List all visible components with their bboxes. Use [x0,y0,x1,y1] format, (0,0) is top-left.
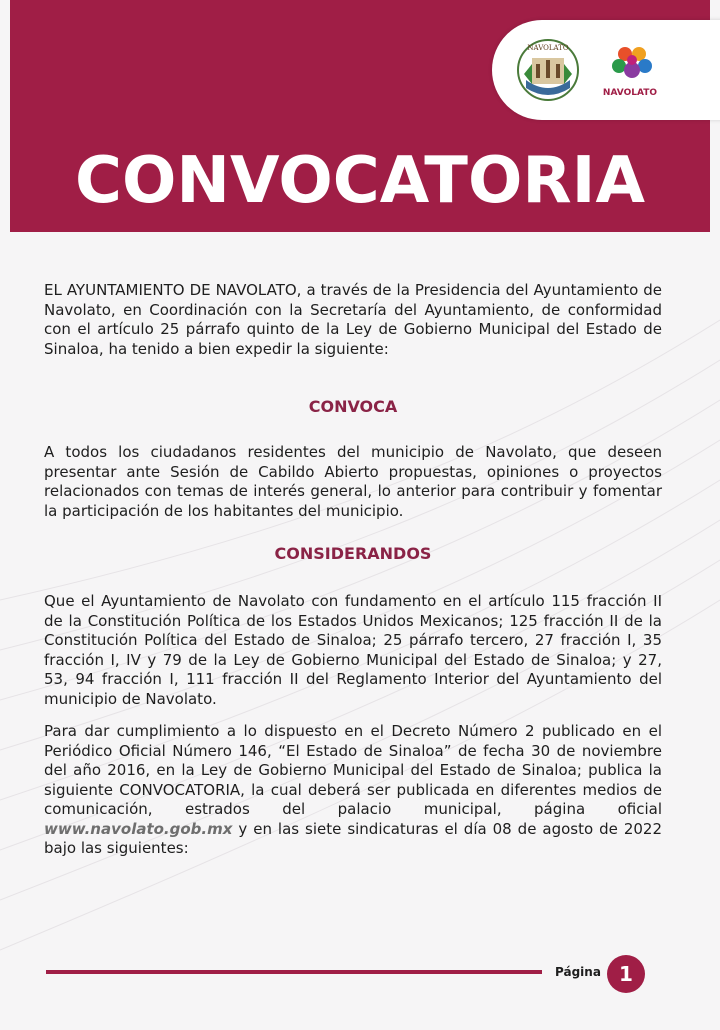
page-title: CONVOCATORIA [75,144,645,218]
footer-divider [46,970,542,974]
website-link[interactable]: www.navolato.gob.mx [44,819,233,838]
brand-name: NAVOLATO [602,88,658,98]
paragraph-2-text-end: y en las siete sindicaturas el día 08 de agosto de 2022 bajo las siguientes: [44,819,662,857]
paragraph-2-text-start: Para dar cumplimiento a lo dispuesto en el Decreto Número 2 publicado en el Periódico Oficial Número 146, “El Estado de Sinaloa” de fecha 30 de noviembre del año 2016, en la Ley de Gobierno Municipal del Estado de Sinaloa; publica la siguiente CONVOCATORIA, la cual deberá ser publicada en diferentes medios de comunicación, estrados del palacio municipal, página oficial [44,722,662,818]
intro-paragraph: EL AYUNTAMIENTO DE NAVOLATO, a través de la Presidencia del Ayuntamiento de Navolato, en Coordinación con la Secretaría del Ayuntamiento, de conformidad con el artículo 25 párrafo quinto de la Ley de Gobierno Municipal del Estado de Sinaloa, ha tenido a bien expedir la siguiente: [44,281,662,358]
convoca-paragraph: A todos los ciudadanos residentes del municipio de Navolato, que deseen presentar ante Sesión de Cabildo Abierto propuestas, opiniones o proyectos relacionados con temas de interés general, lo anterior para contribuir y fomentar la participación de los habitantes del municipio. [44,443,662,520]
page-label: Página [555,965,601,979]
page-number-badge: 1 [607,955,645,993]
navolato-seal-icon [516,34,580,106]
considerandos-heading: CONSIDERANDOS [274,544,432,563]
considerandos-paragraph-2 [44,722,662,859]
svg-text:NAVOLATO: NAVOLATO [527,44,569,52]
convoca-heading: CONVOCA [308,397,398,416]
considerandos-paragraph-1: Que el Ayuntamiento de Navolato con fundamento en el artículo 115 fracción II de la Constitución Política de los Estados Unidos Mexicanos; 125 fracción II de la Constitución Política del Estado de Sinaloa; 25 párrafo tercero, 27 fracción I, 35 fracción I, IV y 79 de la Ley de Gobierno Municipal del Estado de Sinaloa; y 27, 53, 94 fracción I, 111 fracción II del Reglamento Interior del Ayuntamiento del municipio de Navolato. [44,592,662,708]
